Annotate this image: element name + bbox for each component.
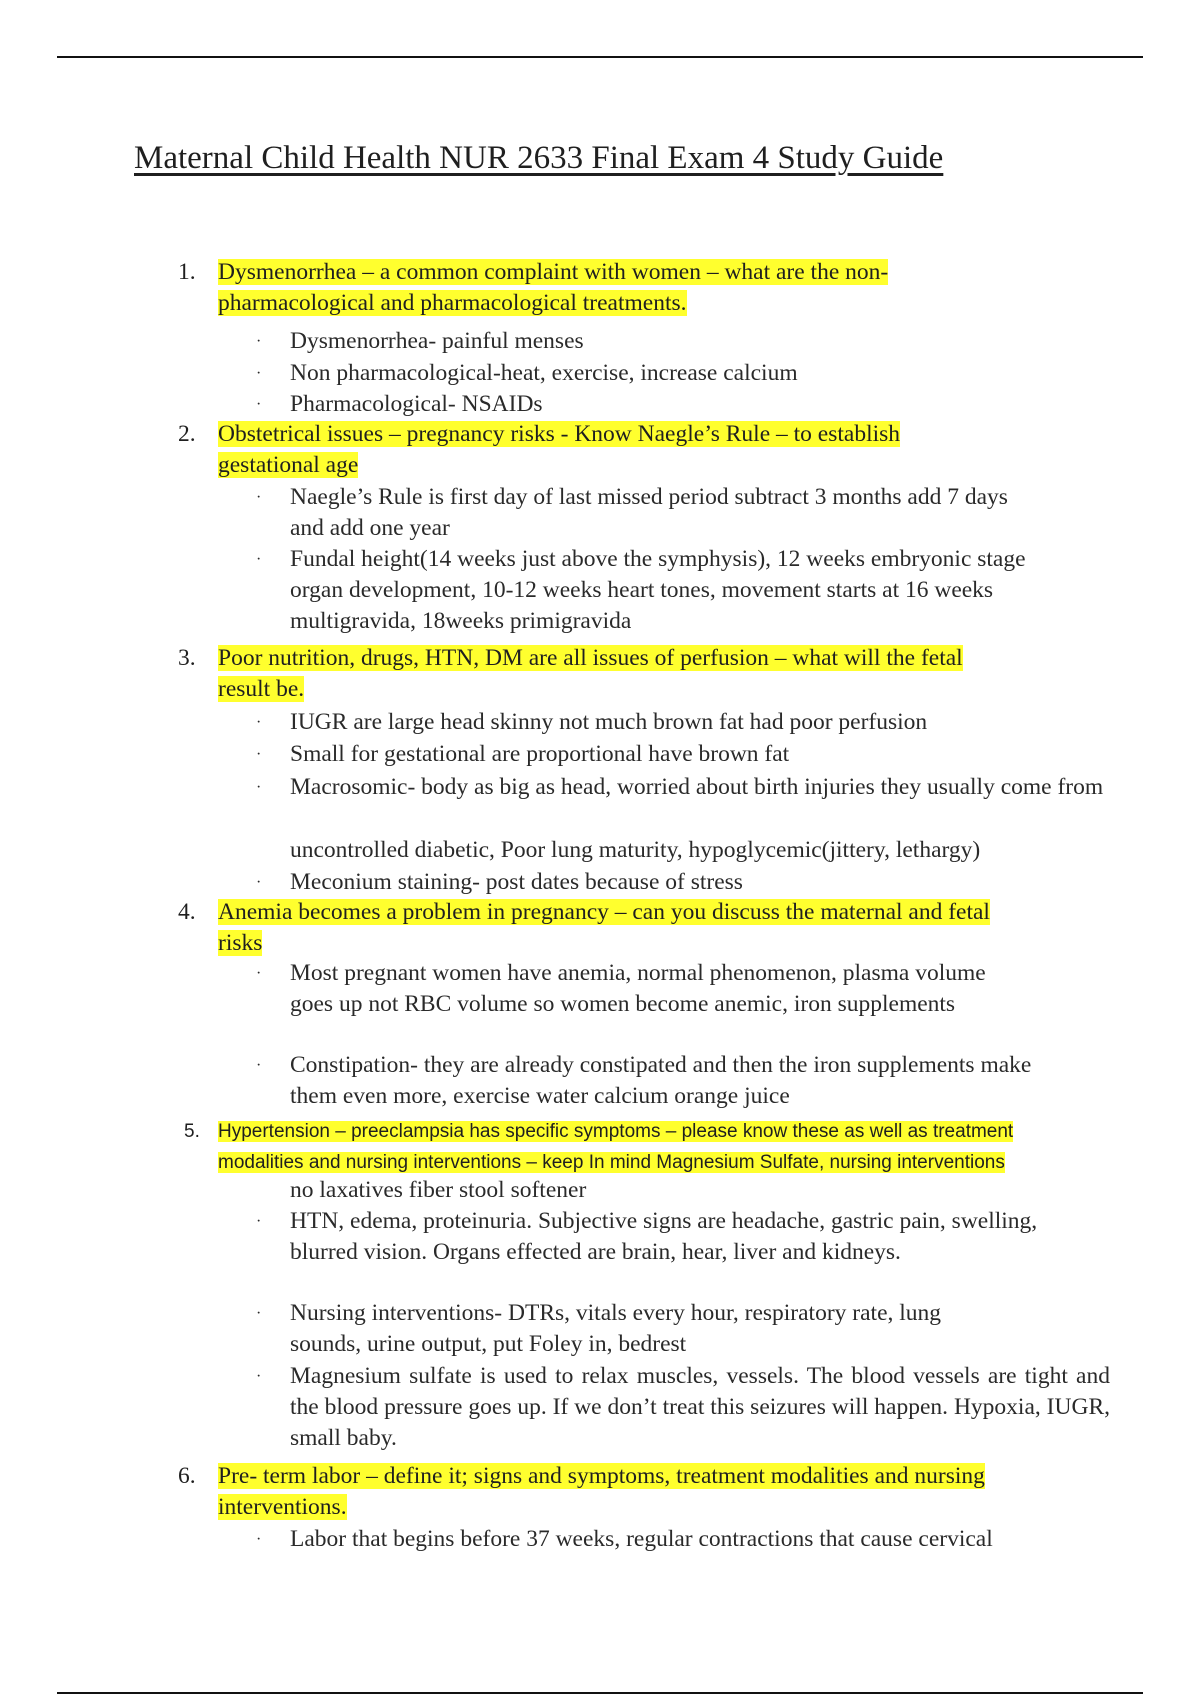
bullet-icon: · xyxy=(256,333,262,350)
list-item: · Constipation- they are already constipated and then the iron supplements make them even more, exercise water calcium orange juice xyxy=(256,1052,1032,1109)
question-text: Anemia becomes a problem in pregnancy – can you discuss the maternal and fetal risks xyxy=(218,899,990,956)
question-2 xyxy=(178,419,1108,481)
question-text: Obstetrical issues – pregnancy risks - Know Naegle’s Rule – to establish gestational age xyxy=(218,421,901,478)
list-item: · IUGR are large head skinny not much brown fat had poor perfusion xyxy=(256,707,1116,738)
list-item: · Small for gestational are proportional have brown fat xyxy=(256,739,1116,770)
list-item: · Pharmacological- NSAIDs xyxy=(256,389,1116,420)
question-1 xyxy=(178,257,1108,319)
list-item: · Fundal height(14 weeks just above the symphysis), 12 weeks embryonic stage organ development, 10-12 weeks heart tones, movement starts at 16 weeks multigravida, 18weeks primigravida xyxy=(256,546,1026,634)
question-3 xyxy=(178,643,1108,705)
bullet-icon: · xyxy=(256,746,262,763)
bullet-icon: · xyxy=(256,551,262,568)
list-item: · Dysmenorrhea- painful menses xyxy=(256,326,1116,357)
page-title: Maternal Child Health NUR 2633 Final Exam 4 Study Guide xyxy=(134,140,944,176)
question-number: 3. xyxy=(178,645,196,671)
bullet-icon: · xyxy=(256,1213,262,1230)
question-number: 4. xyxy=(178,899,196,925)
question-text: Pre- term labor – define it; signs and symptoms, treatment modalities and nursing interventions. xyxy=(218,1463,985,1520)
bullet-icon: · xyxy=(256,779,262,796)
question-number: 6. xyxy=(178,1463,196,1489)
list-item: · Nursing interventions- DTRs, vitals every hour, respiratory rate, lung sounds, urine output, put Foley in, bedrest xyxy=(256,1300,942,1357)
bullet-icon: · xyxy=(256,365,262,382)
list-item: · Macrosomic- body as big as head, worried about birth injuries they usually come from xyxy=(256,772,1106,803)
bullet-icon: · xyxy=(256,1531,262,1548)
bullet-icon: · xyxy=(256,1368,262,1385)
list-item: · Meconium staining- post dates because of stress xyxy=(256,867,1116,898)
list-item: · Naegle’s Rule is first day of last missed period subtract 3 months add 7 days and add one year xyxy=(256,484,1008,541)
bullet-icon: · xyxy=(256,1057,262,1074)
list-item: · Non pharmacological-heat, exercise, increase calcium xyxy=(256,358,1116,389)
bullet-icon: · xyxy=(256,965,262,982)
question-6 xyxy=(178,1461,1108,1523)
question-text: Poor nutrition, drugs, HTN, DM are all issues of perfusion – what will the fetal result be. xyxy=(218,645,963,702)
bullet-icon: · xyxy=(256,1305,262,1322)
top-rule xyxy=(57,56,1143,58)
question-5 xyxy=(178,1116,1108,1178)
question-4 xyxy=(178,897,1108,959)
bullet-continuation: no laxatives fiber stool softener xyxy=(290,1177,587,1203)
list-item: · Magnesium sulfate is used to relax muscles, vessels. The blood vessels are tight and the blood pressure goes up. If we don’t treat this seizures will happen. Hypoxia, IUGR, small baby. xyxy=(256,1363,1110,1451)
question-number: 1. xyxy=(178,259,196,285)
list-item: · Most pregnant women have anemia, normal phenomenon, plasma volume goes up not RBC volume so women become anemic, iron supplements xyxy=(256,960,986,1017)
question-text: Dysmenorrhea – a common complaint with women – what are the non- pharmacological and pharmacological treatments. xyxy=(218,259,889,316)
list-item: · HTN, edema, proteinuria. Subjective signs are headache, gastric pain, swelling, blurred vision. Organs effected are brain, hear, liver and kidneys. xyxy=(256,1208,1038,1265)
question-number: 5. xyxy=(184,1121,200,1142)
bottom-rule xyxy=(57,1692,1143,1694)
question-text: Hypertension – preeclampsia has specific symptoms – please know these as well as treatment modalities and nursing interventions – keep In mind Magnesium Sulfate, nursing interventions xyxy=(218,1121,1014,1173)
list-item: · Labor that begins before 37 weeks, regular contractions that cause cervical xyxy=(256,1524,1136,1555)
bullet-continuation: uncontrolled diabetic, Poor lung maturity, hypoglycemic(jittery, lethargy) xyxy=(290,837,981,863)
bullet-icon: · xyxy=(256,396,262,413)
question-number: 2. xyxy=(178,421,196,447)
bullet-icon: · xyxy=(256,489,262,506)
bullet-icon: · xyxy=(256,874,262,891)
bullet-icon: · xyxy=(256,714,262,731)
